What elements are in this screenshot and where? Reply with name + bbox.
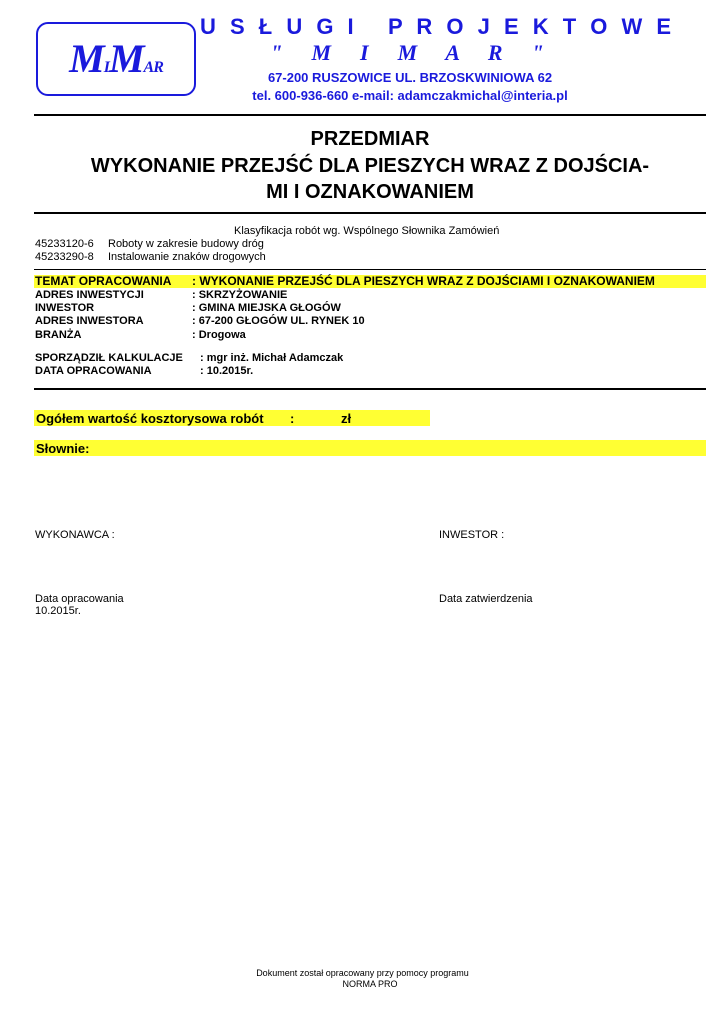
doc-title: PRZEDMIAR bbox=[310, 128, 430, 150]
detail-value: : GMINA MIEJSKA GŁOGÓW bbox=[192, 302, 341, 314]
detail-value: : WYKONANIE PRZEJŚĆ DLA PIESZYCH WRAZ Z DOJŚCIAMI I OZNAKOWANIEM bbox=[192, 274, 655, 288]
classification-divider bbox=[34, 269, 706, 270]
logo-letter-m2: M bbox=[108, 36, 144, 81]
classification-desc-2: Instalowanie znaków drogowych bbox=[108, 251, 266, 263]
total-separator: : bbox=[290, 411, 295, 426]
date-approved-label: Data zatwierdzenia bbox=[439, 593, 533, 605]
logo-text bbox=[69, 36, 163, 81]
detail-label: BRANŻA bbox=[35, 329, 82, 341]
company-contact: tel. 600-936-660 e-mail: adamczakmichal@interia.pl bbox=[252, 88, 568, 103]
total-label: Ogółem wartość kosztorysowa robót bbox=[36, 411, 264, 426]
detail-label: ADRES INWESTORA bbox=[35, 315, 144, 327]
detail-value: : 67-200 GŁOGÓW UL. RYNEK 10 bbox=[192, 315, 365, 327]
detail-label: ADRES INWESTYCJI bbox=[35, 289, 144, 301]
classification-heading: Klasyfikacja robót wg. Wspólnego Słownika Zamówień bbox=[234, 225, 500, 237]
footer-line2: NORMA PRO bbox=[342, 979, 398, 989]
date-prepared-label: Data opracowania bbox=[35, 593, 124, 605]
prepared-value: : 10.2015r. bbox=[200, 365, 254, 377]
classification-code-1: 45233120-6 bbox=[35, 238, 94, 250]
words-highlight bbox=[34, 440, 706, 456]
doc-subtitle-line2: MI I OZNAKOWANIEM bbox=[266, 181, 474, 203]
detail-label: TEMAT OPRACOWANIA bbox=[35, 274, 172, 288]
date-prepared-value: 10.2015r. bbox=[35, 605, 81, 617]
prepared-label: SPORZĄDZIŁ KALKULACJE bbox=[35, 352, 183, 364]
investor-label: INWESTOR : bbox=[439, 529, 505, 541]
details-divider bbox=[34, 388, 706, 390]
contractor-label: WYKONAWCA : bbox=[35, 529, 115, 541]
company-address: 67-200 RUSZOWICE UL. BRZOSKWINIOWA 62 bbox=[267, 70, 553, 85]
detail-value: : Drogowa bbox=[192, 329, 246, 341]
classification-desc-1: Roboty w zakresie budowy dróg bbox=[108, 238, 264, 250]
detail-value: : SKRZYŻOWANIE bbox=[192, 289, 288, 301]
classification-code-2: 45233290-8 bbox=[35, 251, 94, 263]
prepared-label: DATA OPRACOWANIA bbox=[35, 365, 152, 377]
company-name-line1: U S Ł U G I P R O J E K T O W E bbox=[200, 14, 676, 39]
logo-letter-m1: M bbox=[69, 36, 104, 81]
detail-label: INWESTOR bbox=[35, 302, 95, 314]
company-name-line2: " M I M A R " bbox=[270, 40, 550, 65]
total-currency: zł bbox=[341, 411, 352, 426]
company-logo bbox=[36, 22, 196, 96]
words-label: Słownie: bbox=[36, 441, 90, 456]
logo-letter-i: I bbox=[103, 59, 109, 76]
title-divider bbox=[34, 212, 706, 214]
logo-letters-ar: AR bbox=[143, 59, 163, 76]
doc-subtitle-line1: WYKONANIE PRZEJŚĆ DLA PIESZYCH WRAZ Z DOJŚCIA- bbox=[90, 155, 650, 177]
header-divider bbox=[34, 114, 706, 116]
prepared-value: : mgr inż. Michał Adamczak bbox=[200, 352, 344, 364]
footer-line1: Dokument został opracowany przy pomocy programu bbox=[256, 968, 469, 978]
